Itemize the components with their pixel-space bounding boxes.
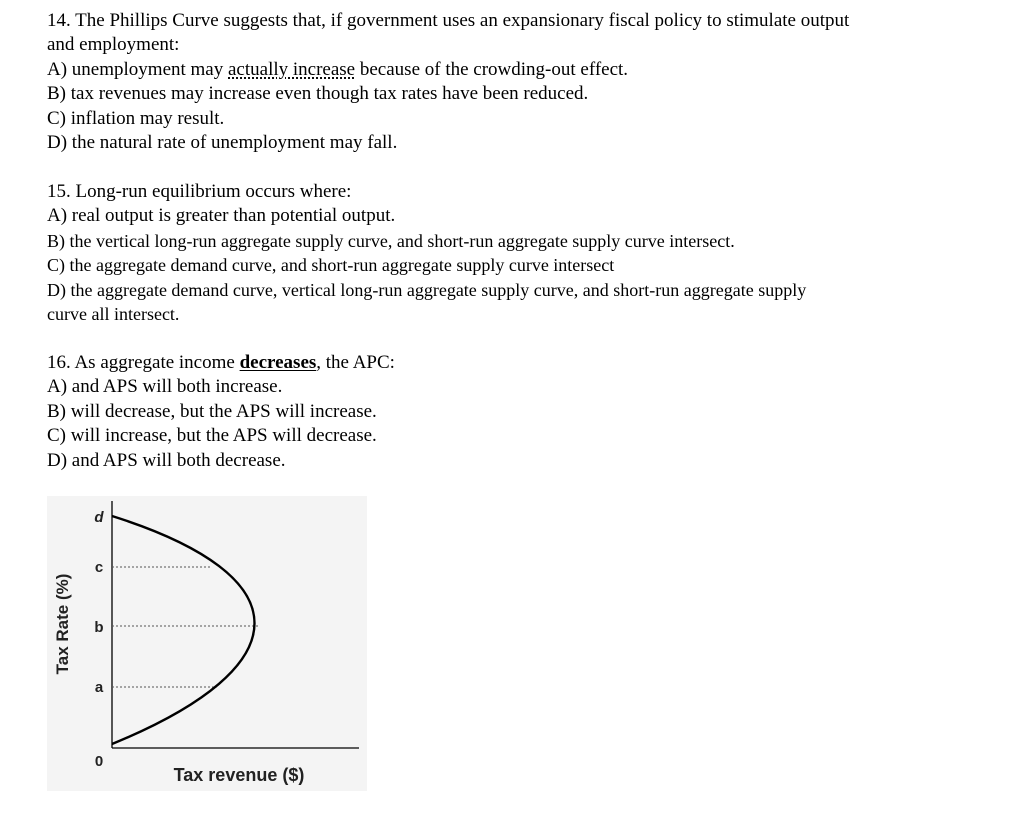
option-a xyxy=(47,58,977,82)
option-a: A) and APS will both increase. xyxy=(47,376,283,398)
option-b: B) will decrease, but the APS will increase. xyxy=(47,400,377,422)
question-number: 15. xyxy=(47,181,71,202)
y-axis-label: Tax Rate (%) xyxy=(53,573,72,675)
tick-label-zero: 0 xyxy=(94,753,104,770)
question-stem: , the APC: xyxy=(316,352,395,373)
x-axis-label: Tax revenue ($) xyxy=(173,765,305,785)
tick-label-b: b xyxy=(94,619,104,636)
question-15 xyxy=(47,180,977,326)
option-a: A) real output is greater than potential output. xyxy=(47,205,396,227)
question-number: 16. xyxy=(47,352,71,373)
question-stem-line: The Phillips Curve suggests that, if government uses an expansionary fiscal policy to stimulate output xyxy=(75,10,850,31)
option-c: C) inflation may result. xyxy=(47,107,225,129)
tick-label-a: a xyxy=(94,679,104,696)
tick-label-c: c xyxy=(94,559,104,576)
option-text: because of the crowding-out effect. xyxy=(355,58,629,80)
emphasized-text: actually increase xyxy=(228,58,356,80)
option-text: A) unemployment may xyxy=(47,58,228,80)
option-c: C) will increase, but the APS will decrease. xyxy=(47,425,377,447)
question-14 xyxy=(47,9,977,155)
tick-label-d: d xyxy=(94,509,104,526)
question-16 xyxy=(47,351,977,473)
question-stem-line: and employment: xyxy=(47,34,180,56)
question-stem: Long-run equilibrium occurs where: xyxy=(75,181,352,202)
option-c: C) the aggregate demand curve, and short-run aggregate supply curve intersect xyxy=(47,255,615,276)
option-d: D) the aggregate demand curve, vertical long-run aggregate supply curve, and short-run aggregate supply xyxy=(47,279,807,300)
question-stem: As aggregate income xyxy=(74,352,240,373)
laffer-curve-figure xyxy=(47,496,367,791)
question-number: 14. xyxy=(47,10,71,31)
option-d-continued: curve all intersect. xyxy=(47,304,180,325)
emphasized-text: decreases xyxy=(239,352,317,373)
question-15-stem xyxy=(47,180,977,204)
option-d: D) the natural rate of unemployment may fall. xyxy=(47,132,398,154)
question-14-stem xyxy=(47,9,977,33)
question-16-stem xyxy=(47,351,977,375)
laffer-curve xyxy=(112,516,255,744)
option-d: D) and APS will both decrease. xyxy=(47,449,286,471)
option-b: B) the vertical long-run aggregate supply curve, and short-run aggregate supply curve intersect. xyxy=(47,230,735,251)
option-b: B) tax revenues may increase even though tax rates have been reduced. xyxy=(47,83,589,105)
